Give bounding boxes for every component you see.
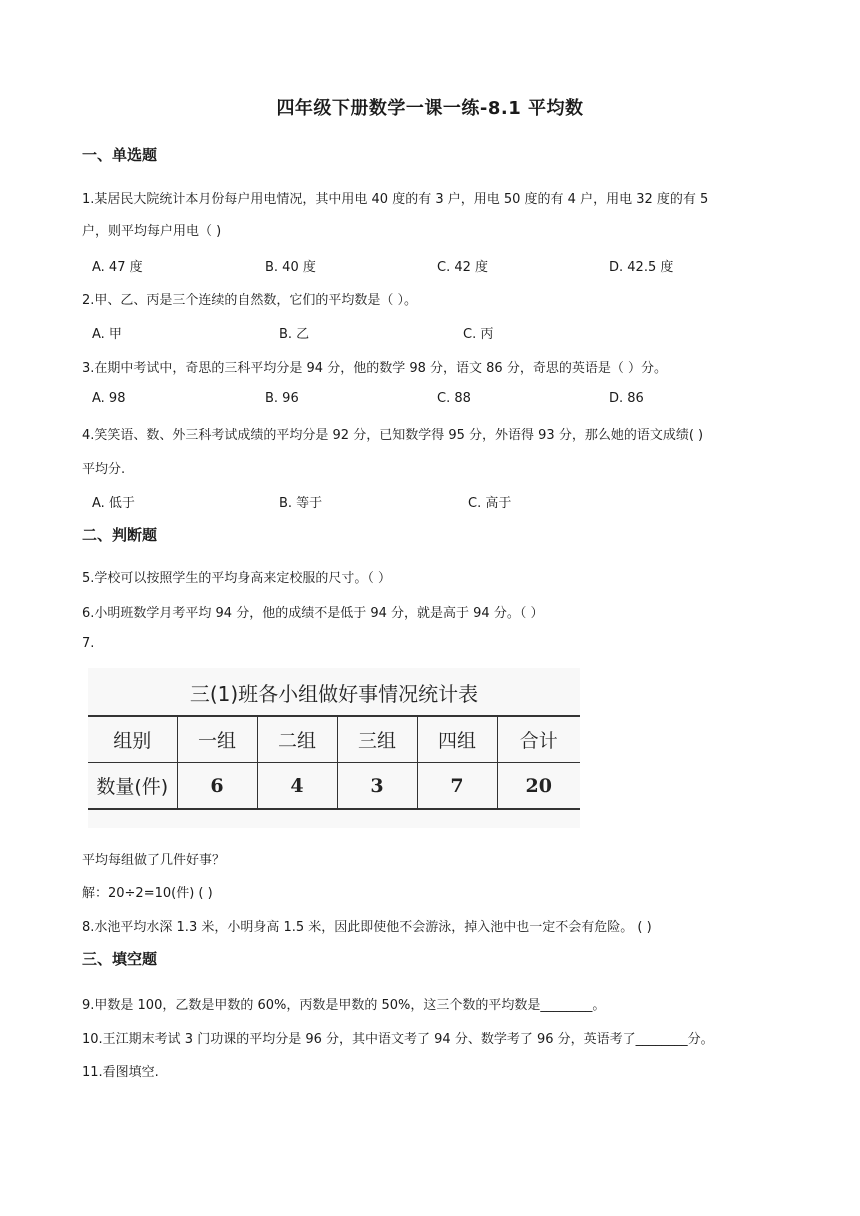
question-8-text: 8.水池平均水深 1.3 米，小明身高 1.5 米，因此即使他不会游泳，掉入池中也一定不会有危险。 ( ) [82,920,652,935]
question-1-options [92,256,792,276]
stats-table-image [88,668,580,828]
option-c[interactable]: C. 丙 [463,327,494,342]
table-cell: 4 [257,763,337,810]
table-cell: 一组 [177,716,257,763]
stats-table [88,715,580,810]
table-row [88,763,580,810]
question-1-text: 1.某居民大院统计本月份每户用电情况，其中用电 40 度的有 3 户，用电 50 度的有 4 户，用电 32 度的有 5 [82,192,709,207]
question-7-solution: 解：20÷2=10(件) ( ) [82,886,213,901]
option-c[interactable]: C. 42 度 [437,260,489,275]
table-cell: 数量(件) [88,763,177,810]
table-header-row [88,716,580,763]
question-3-text: 3.在期中考试中，奇思的三科平均分是 94 分，他的数学 98 分，语文 86 分，奇思的英语是（ ）分。 [82,361,667,376]
question-7-prompt: 平均每组做了几件好事？ [82,853,226,868]
table-cell: 合计 [497,716,580,763]
question-6-text: 6.小明班数学月考平均 94 分，他的成绩不是低于 94 分，就是高于 94 分。（ ） [82,606,544,621]
table-cell: 20 [497,763,580,810]
question-1-text-cont: 户，则平均每户用电（ ) [82,224,222,239]
table-cell: 3 [337,763,417,810]
option-d[interactable]: D. 86 [609,391,644,406]
question-10-text: 10.王江期末考试 3 门功课的平均分是 96 分，其中语文考了 94 分、数学考了 96 分，英语考了________分。 [82,1032,714,1047]
section-heading-single-choice: 一、单选题 [82,146,158,164]
question-7-number: 7. [82,636,95,651]
question-9-text: 9.甲数是 100，乙数是甲数的 60%，丙数是甲数的 50%，这三个数的平均数是________。 [82,998,606,1013]
question-2-options [92,323,792,343]
option-b[interactable]: B. 等于 [279,496,323,511]
table-cell: 组别 [88,716,177,763]
question-3-options [92,391,792,411]
option-a[interactable]: A. 47 度 [92,260,143,275]
table-title: 三(1)班各小组做好事情况统计表 [189,682,479,706]
table-cell: 7 [417,763,497,810]
section-heading-true-false: 二、判断题 [82,526,158,544]
option-c[interactable]: C. 高于 [468,496,512,511]
option-b[interactable]: B. 96 [265,391,299,406]
option-a[interactable]: A. 低于 [92,496,135,511]
question-4-text: 4.笑笑语、数、外三科考试成绩的平均分是 92 分，已知数学得 95 分，外语得 93 分，那么她的语文成绩( ) [82,428,704,443]
question-4-text-cont: 平均分. [82,462,126,477]
option-b[interactable]: B. 40 度 [265,260,316,275]
question-5-text: 5.学校可以按照学生的平均身高来定校服的尺寸。（ ） [82,571,392,586]
option-c[interactable]: C. 88 [437,391,471,406]
question-2-text: 2.甲、乙、丙是三个连续的自然数，它们的平均数是（ ）。 [82,293,418,308]
table-cell: 四组 [417,716,497,763]
page-title: 四年级下册数学一课一练-8.1 平均数 [276,98,584,119]
option-a[interactable]: A. 甲 [92,327,122,342]
table-cell: 二组 [257,716,337,763]
question-11-text: 11.看图填空. [82,1065,159,1080]
option-b[interactable]: B. 乙 [279,327,310,342]
table-cell: 三组 [337,716,417,763]
section-heading-fill-blank: 三、填空题 [82,950,158,968]
option-a[interactable]: A. 98 [92,391,126,406]
option-d[interactable]: D. 42.5 度 [609,260,674,275]
question-4-options [92,492,792,512]
table-cell: 6 [177,763,257,810]
